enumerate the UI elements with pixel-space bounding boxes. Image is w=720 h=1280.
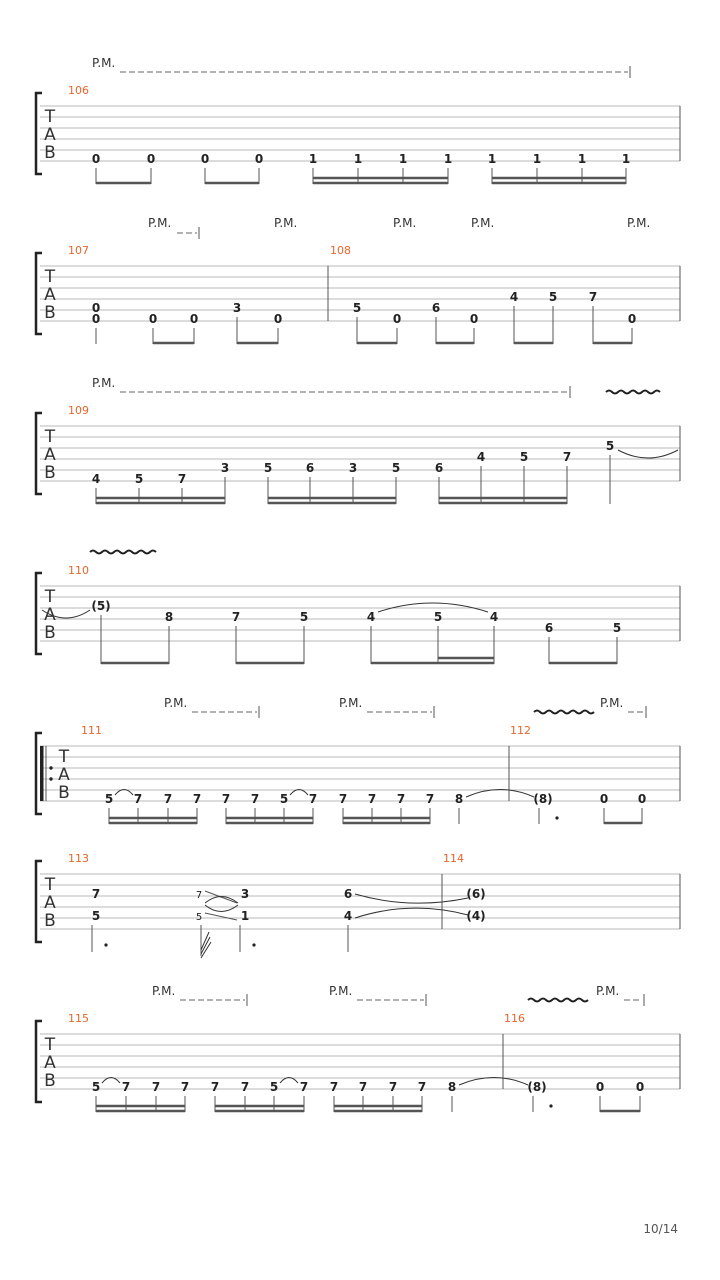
fret-number: 4 [509, 290, 519, 304]
palm-mute-label: P.M. [164, 696, 188, 710]
tab-clef-b: B [44, 303, 56, 323]
fret-number: 5 [433, 610, 443, 624]
rhythm [101, 615, 617, 664]
fret-number: 1 [308, 152, 318, 166]
vibrato-mark [534, 711, 594, 714]
fret-number: (4) [466, 909, 486, 923]
palm-mute-label: P.M. [92, 56, 116, 70]
tab-clef-b: B [44, 463, 56, 483]
fret-number: 0 [200, 152, 210, 166]
fret-number: 6 [343, 887, 353, 901]
fret-number: 0 [469, 312, 479, 326]
fret-number: 7 [180, 1080, 190, 1094]
bar-number: 108 [330, 244, 351, 257]
tab-clef-b: B [44, 623, 56, 643]
bar-number: 112 [510, 724, 531, 737]
fret-number: 4 [91, 472, 101, 486]
fret-number: 5 [352, 301, 362, 315]
fret-number: 8 [447, 1080, 457, 1094]
tab-clef-a: A [44, 893, 56, 913]
fret-number: 5 [91, 909, 101, 923]
tab-clef-t: T [44, 587, 56, 607]
fret-number: 5 [263, 461, 273, 475]
fret-number: 5 [134, 472, 144, 486]
tie-arc [466, 790, 534, 798]
fret-number: 0 [637, 792, 647, 806]
fret-number: 5 [269, 1080, 279, 1094]
fret-number: 5 [548, 290, 558, 304]
palm-mute-label: P.M. [393, 216, 417, 230]
bar-number: 115 [68, 1012, 89, 1025]
fret-number: 7 [367, 792, 377, 806]
tab-clef-t: T [44, 875, 56, 895]
rhythm [96, 168, 626, 184]
fret-number: 3 [232, 301, 242, 315]
bar-number: 106 [68, 84, 89, 97]
tab-clef-b: B [44, 911, 56, 931]
fret-number: 7 [192, 792, 202, 806]
rhythm [109, 808, 642, 824]
fret-number: 5 [391, 461, 401, 475]
system-3 [36, 376, 680, 504]
bar-number: 114 [443, 852, 464, 865]
tie-arc [618, 450, 678, 458]
fret-number: 7 [425, 792, 435, 806]
tab-clef-a: A [44, 125, 56, 145]
fret-number: 7 [91, 887, 101, 901]
system-7 [36, 984, 680, 1112]
fret-number: 6 [431, 301, 441, 315]
fret-number: 7 [210, 1080, 220, 1094]
vibrato-mark [606, 391, 660, 394]
system-4 [36, 551, 680, 665]
fret-number: 0 [148, 312, 158, 326]
fret-number: 6 [434, 461, 444, 475]
fret-number: 5 [299, 610, 309, 624]
vibrato-mark [90, 551, 156, 554]
fret-number: 7 [358, 1080, 368, 1094]
fret-number: 1 [443, 152, 453, 166]
rhythm [92, 925, 348, 958]
fret-number: 0 [392, 312, 402, 326]
palm-mute-label: P.M. [471, 216, 495, 230]
tab-clef-b: B [44, 143, 56, 163]
fret-number: (8) [527, 1080, 547, 1094]
page-number: 10/14 [643, 1222, 678, 1236]
fret-number: 4 [343, 909, 353, 923]
fret-number: (5) [91, 599, 111, 613]
fret-number: 7 [417, 1080, 427, 1094]
palm-mute-label: P.M. [148, 216, 172, 230]
fret-number: 7 [250, 792, 260, 806]
fret-number: 0 [91, 301, 101, 315]
palm-mute-label: P.M. [152, 984, 176, 998]
fret-number: 7 [588, 290, 598, 304]
fret-number: 7 [299, 1080, 309, 1094]
fret-number: (8) [533, 792, 553, 806]
rhythm [96, 306, 632, 344]
bar-number: 110 [68, 564, 89, 577]
notes [92, 1080, 644, 1094]
fret-number: 3 [348, 461, 358, 475]
fret-number: (6) [466, 887, 486, 901]
notes [92, 152, 630, 166]
fret-number: 0 [91, 152, 101, 166]
fret-number: 0 [599, 792, 609, 806]
fret-number: 7 [240, 1080, 250, 1094]
palm-mute-label: P.M. [627, 216, 651, 230]
palm-mute-label: P.M. [329, 984, 353, 998]
bar-number: 111 [81, 724, 102, 737]
tab-clef-a: A [44, 1053, 56, 1073]
fret-number: 0 [91, 312, 101, 326]
tab-clef-b: B [44, 1071, 56, 1091]
fret-number: 6 [544, 621, 554, 635]
fret-number: 0 [627, 312, 637, 326]
fret-number: 7 [308, 792, 318, 806]
fret-number: 8 [454, 792, 464, 806]
system-6 [36, 852, 680, 958]
system-1 [36, 56, 680, 184]
tab-clef-t: T [44, 1035, 56, 1055]
fret-number: 4 [366, 610, 376, 624]
fret-number: 6 [305, 461, 315, 475]
palm-mute-label: P.M. [339, 696, 363, 710]
bar-number: 113 [68, 852, 89, 865]
bar-number: 109 [68, 404, 89, 417]
fret-number: 1 [487, 152, 497, 166]
fret-number: 0 [189, 312, 199, 326]
fret-number: 7 [163, 792, 173, 806]
fret-number: 7 [221, 792, 231, 806]
notes [105, 792, 646, 806]
system-5 [36, 696, 680, 824]
repeat-start-sign [40, 746, 53, 801]
fret-number: 1 [577, 152, 587, 166]
tab-clef-a: A [44, 605, 56, 625]
tie-arc [459, 1078, 528, 1086]
fret-number: 7 [177, 472, 187, 486]
bar-number: 116 [504, 1012, 525, 1025]
fret-number: 1 [240, 909, 250, 923]
fret-number: 5 [612, 621, 622, 635]
tab-clef-a: A [58, 765, 70, 785]
staff-lines [40, 586, 680, 641]
fret-number: 1 [398, 152, 408, 166]
fret-number: 5 [104, 792, 114, 806]
tab-clef-a: A [44, 285, 56, 305]
fret-number: 8 [164, 610, 174, 624]
fret-number: 0 [273, 312, 283, 326]
tab-clef-t: T [58, 747, 70, 767]
fret-number: 7 [338, 792, 348, 806]
fret-number: 4 [489, 610, 499, 624]
fret-number: 5 [91, 1080, 101, 1094]
palm-mute-label: P.M. [596, 984, 620, 998]
tab-clef-a: A [44, 445, 56, 465]
tab-clef-t: T [44, 427, 56, 447]
tab-clef-b: B [58, 783, 70, 803]
grace-fret-number: 7 [195, 890, 203, 901]
fret-number: 3 [220, 461, 230, 475]
fret-number: 7 [151, 1080, 161, 1094]
system-2 [36, 216, 680, 344]
fret-number: 7 [133, 792, 143, 806]
grace-fret-number: 5 [195, 912, 203, 923]
fret-number: 0 [146, 152, 156, 166]
rhythm [96, 1096, 640, 1112]
fret-number: 7 [388, 1080, 398, 1094]
fret-number: 7 [121, 1080, 131, 1094]
fret-number: 7 [329, 1080, 339, 1094]
fret-number: 7 [231, 610, 241, 624]
tab-clef-t: T [44, 107, 56, 127]
palm-mute-label: P.M. [274, 216, 298, 230]
fret-number: 4 [476, 450, 486, 464]
fret-number: 3 [240, 887, 250, 901]
fret-number: 0 [595, 1080, 605, 1094]
vibrato-mark [528, 999, 588, 1002]
palm-mute-label: P.M. [600, 696, 624, 710]
fret-number: 5 [519, 450, 529, 464]
fret-number: 1 [532, 152, 542, 166]
fret-number: 0 [254, 152, 264, 166]
palm-mute-label: P.M. [92, 376, 116, 390]
fret-number: 0 [635, 1080, 645, 1094]
fret-number: 5 [279, 792, 289, 806]
fret-number: 7 [562, 450, 572, 464]
bar-number: 107 [68, 244, 89, 257]
fret-number: 5 [605, 439, 615, 453]
staff-lines [40, 874, 680, 929]
tab-clef-t: T [44, 267, 56, 287]
fret-number: 1 [353, 152, 363, 166]
fret-number: 7 [396, 792, 406, 806]
fret-number: 1 [621, 152, 631, 166]
